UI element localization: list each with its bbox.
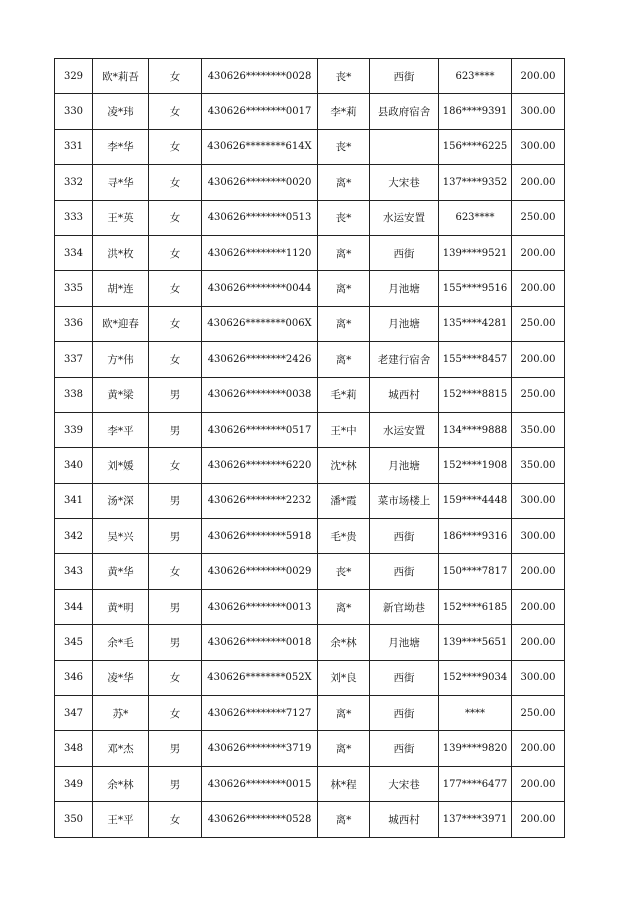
table-row <box>55 165 565 200</box>
name-cell: 寻*华 <box>93 165 149 200</box>
table-row <box>55 731 565 766</box>
phone-cell: 137****3971 <box>439 802 512 837</box>
address-cell: 西街 <box>370 696 439 731</box>
amount-cell: 200.00 <box>512 342 565 377</box>
guardian-cell: 离* <box>318 589 370 624</box>
phone-cell: 177****6477 <box>439 766 512 801</box>
table-row <box>55 589 565 624</box>
amount-cell: 200.00 <box>512 766 565 801</box>
address-cell: 水运安置 <box>370 200 439 235</box>
gender-cell: 女 <box>149 94 202 129</box>
id-number-cell: 430626********0018 <box>202 625 318 660</box>
guardian-cell: 丧* <box>318 200 370 235</box>
phone-cell: 155****9516 <box>439 271 512 306</box>
gender-cell: 男 <box>149 519 202 554</box>
gender-cell: 男 <box>149 766 202 801</box>
name-cell: 黄*华 <box>93 554 149 589</box>
guardian-cell: 丧* <box>318 129 370 164</box>
address-cell: 大宋巷 <box>370 766 439 801</box>
row-number: 345 <box>55 625 93 660</box>
phone-cell: 186****9316 <box>439 519 512 554</box>
name-cell: 苏* <box>93 696 149 731</box>
name-cell: 凌*华 <box>93 660 149 695</box>
row-number: 333 <box>55 200 93 235</box>
table-body <box>55 59 565 838</box>
row-number: 343 <box>55 554 93 589</box>
amount-cell: 300.00 <box>512 94 565 129</box>
row-number: 346 <box>55 660 93 695</box>
gender-cell: 女 <box>149 696 202 731</box>
table-row <box>55 766 565 801</box>
address-cell: 西街 <box>370 660 439 695</box>
address-cell: 大宋巷 <box>370 165 439 200</box>
name-cell: 欧*迎春 <box>93 306 149 341</box>
phone-cell: 137****9352 <box>439 165 512 200</box>
table-row <box>55 342 565 377</box>
name-cell: 胡*连 <box>93 271 149 306</box>
name-cell: 洪*枚 <box>93 235 149 270</box>
gender-cell: 男 <box>149 625 202 660</box>
id-number-cell: 430626********2232 <box>202 483 318 518</box>
name-cell: 吴*兴 <box>93 519 149 554</box>
amount-cell: 250.00 <box>512 200 565 235</box>
gender-cell: 女 <box>149 165 202 200</box>
name-cell: 黄*梁 <box>93 377 149 412</box>
address-cell: 西街 <box>370 519 439 554</box>
phone-cell: 139****9820 <box>439 731 512 766</box>
amount-cell: 200.00 <box>512 235 565 270</box>
phone-cell: 135****4281 <box>439 306 512 341</box>
address-cell: 西街 <box>370 731 439 766</box>
table-row <box>55 235 565 270</box>
row-number: 337 <box>55 342 93 377</box>
phone-cell: 139****5651 <box>439 625 512 660</box>
row-number: 331 <box>55 129 93 164</box>
address-cell: 菜市场楼上 <box>370 483 439 518</box>
gender-cell: 女 <box>149 306 202 341</box>
row-number: 349 <box>55 766 93 801</box>
row-number: 340 <box>55 448 93 483</box>
address-cell: 月池塘 <box>370 306 439 341</box>
table-row <box>55 519 565 554</box>
name-cell: 邓*杰 <box>93 731 149 766</box>
phone-cell: 152****6185 <box>439 589 512 624</box>
address-cell: 水运安置 <box>370 412 439 447</box>
guardian-cell: 李*莉 <box>318 94 370 129</box>
amount-cell: 200.00 <box>512 802 565 837</box>
address-cell <box>370 129 439 164</box>
phone-cell: 152****8815 <box>439 377 512 412</box>
row-number: 334 <box>55 235 93 270</box>
table-row <box>55 129 565 164</box>
id-number-cell: 430626********0528 <box>202 802 318 837</box>
amount-cell: 300.00 <box>512 483 565 518</box>
amount-cell: 300.00 <box>512 660 565 695</box>
table-row <box>55 696 565 731</box>
name-cell: 余*林 <box>93 766 149 801</box>
name-cell: 王*英 <box>93 200 149 235</box>
address-cell: 月池塘 <box>370 625 439 660</box>
id-number-cell: 430626********0015 <box>202 766 318 801</box>
id-number-cell: 430626********0013 <box>202 589 318 624</box>
id-number-cell: 430626********0513 <box>202 200 318 235</box>
phone-cell: **** <box>439 696 512 731</box>
id-number-cell: 430626********3719 <box>202 731 318 766</box>
guardian-cell: 离* <box>318 802 370 837</box>
address-cell: 西街 <box>370 235 439 270</box>
name-cell: 黄*明 <box>93 589 149 624</box>
guardian-cell: 丧* <box>318 59 370 94</box>
guardian-cell: 余*林 <box>318 625 370 660</box>
id-number-cell: 430626********052X <box>202 660 318 695</box>
address-cell: 新官坳巷 <box>370 589 439 624</box>
row-number: 339 <box>55 412 93 447</box>
gender-cell: 男 <box>149 483 202 518</box>
name-cell: 李*平 <box>93 412 149 447</box>
address-cell: 城西村 <box>370 377 439 412</box>
amount-cell: 350.00 <box>512 448 565 483</box>
row-number: 336 <box>55 306 93 341</box>
table-row <box>55 377 565 412</box>
row-number: 335 <box>55 271 93 306</box>
amount-cell: 200.00 <box>512 271 565 306</box>
gender-cell: 女 <box>149 660 202 695</box>
gender-cell: 女 <box>149 235 202 270</box>
gender-cell: 女 <box>149 802 202 837</box>
amount-cell: 200.00 <box>512 625 565 660</box>
table-row <box>55 483 565 518</box>
row-number: 330 <box>55 94 93 129</box>
gender-cell: 男 <box>149 412 202 447</box>
name-cell: 凌*玮 <box>93 94 149 129</box>
amount-cell: 250.00 <box>512 696 565 731</box>
phone-cell: 156****6225 <box>439 129 512 164</box>
row-number: 329 <box>55 59 93 94</box>
row-number: 344 <box>55 589 93 624</box>
amount-cell: 200.00 <box>512 554 565 589</box>
table-row <box>55 412 565 447</box>
name-cell: 汤*深 <box>93 483 149 518</box>
guardian-cell: 毛*贵 <box>318 519 370 554</box>
phone-cell: 159****4448 <box>439 483 512 518</box>
phone-cell: 152****9034 <box>439 660 512 695</box>
address-cell: 月池塘 <box>370 448 439 483</box>
table-row <box>55 448 565 483</box>
guardian-cell: 离* <box>318 696 370 731</box>
amount-cell: 200.00 <box>512 589 565 624</box>
row-number: 342 <box>55 519 93 554</box>
records-table <box>54 58 565 838</box>
gender-cell: 女 <box>149 200 202 235</box>
row-number: 350 <box>55 802 93 837</box>
guardian-cell: 离* <box>318 271 370 306</box>
gender-cell: 男 <box>149 589 202 624</box>
row-number: 338 <box>55 377 93 412</box>
id-number-cell: 430626********5918 <box>202 519 318 554</box>
guardian-cell: 离* <box>318 731 370 766</box>
guardian-cell: 离* <box>318 235 370 270</box>
guardian-cell: 离* <box>318 306 370 341</box>
id-number-cell: 430626********7127 <box>202 696 318 731</box>
table-row <box>55 802 565 837</box>
guardian-cell: 毛*莉 <box>318 377 370 412</box>
amount-cell: 350.00 <box>512 412 565 447</box>
amount-cell: 250.00 <box>512 377 565 412</box>
phone-cell: 139****9521 <box>439 235 512 270</box>
guardian-cell: 王*中 <box>318 412 370 447</box>
guardian-cell: 潘*霞 <box>318 483 370 518</box>
table-row <box>55 306 565 341</box>
address-cell: 老建行宿舍 <box>370 342 439 377</box>
gender-cell: 女 <box>149 129 202 164</box>
table-row <box>55 554 565 589</box>
row-number: 347 <box>55 696 93 731</box>
phone-cell: 134****9888 <box>439 412 512 447</box>
id-number-cell: 430626********006X <box>202 306 318 341</box>
phone-cell: 186****9391 <box>439 94 512 129</box>
gender-cell: 女 <box>149 448 202 483</box>
id-number-cell: 430626********0020 <box>202 165 318 200</box>
id-number-cell: 430626********0517 <box>202 412 318 447</box>
amount-cell: 300.00 <box>512 129 565 164</box>
phone-cell: 152****1908 <box>439 448 512 483</box>
gender-cell: 女 <box>149 342 202 377</box>
address-cell: 西街 <box>370 59 439 94</box>
id-number-cell: 430626********0029 <box>202 554 318 589</box>
gender-cell: 男 <box>149 731 202 766</box>
guardian-cell: 离* <box>318 165 370 200</box>
id-number-cell: 430626********0017 <box>202 94 318 129</box>
phone-cell: 623**** <box>439 59 512 94</box>
name-cell: 王*平 <box>93 802 149 837</box>
guardian-cell: 丧* <box>318 554 370 589</box>
address-cell: 西街 <box>370 554 439 589</box>
gender-cell: 女 <box>149 271 202 306</box>
amount-cell: 200.00 <box>512 165 565 200</box>
guardian-cell: 林*程 <box>318 766 370 801</box>
id-number-cell: 430626********614X <box>202 129 318 164</box>
row-number: 341 <box>55 483 93 518</box>
guardian-cell: 刘*良 <box>318 660 370 695</box>
row-number: 332 <box>55 165 93 200</box>
guardian-cell: 离* <box>318 342 370 377</box>
phone-cell: 155****8457 <box>439 342 512 377</box>
table-row <box>55 200 565 235</box>
row-number: 348 <box>55 731 93 766</box>
name-cell: 余*毛 <box>93 625 149 660</box>
amount-cell: 200.00 <box>512 59 565 94</box>
amount-cell: 200.00 <box>512 731 565 766</box>
address-cell: 月池塘 <box>370 271 439 306</box>
amount-cell: 250.00 <box>512 306 565 341</box>
phone-cell: 623**** <box>439 200 512 235</box>
id-number-cell: 430626********6220 <box>202 448 318 483</box>
address-cell: 城西村 <box>370 802 439 837</box>
name-cell: 李*华 <box>93 129 149 164</box>
table-row <box>55 660 565 695</box>
gender-cell: 女 <box>149 554 202 589</box>
table-row <box>55 59 565 94</box>
id-number-cell: 430626********0038 <box>202 377 318 412</box>
name-cell: 刘*媛 <box>93 448 149 483</box>
address-cell: 县政府宿舍 <box>370 94 439 129</box>
table-row <box>55 271 565 306</box>
gender-cell: 男 <box>149 377 202 412</box>
id-number-cell: 430626********2426 <box>202 342 318 377</box>
name-cell: 方*伟 <box>93 342 149 377</box>
id-number-cell: 430626********0028 <box>202 59 318 94</box>
table-row <box>55 625 565 660</box>
id-number-cell: 430626********1120 <box>202 235 318 270</box>
phone-cell: 150****7817 <box>439 554 512 589</box>
gender-cell: 女 <box>149 59 202 94</box>
id-number-cell: 430626********0044 <box>202 271 318 306</box>
name-cell: 欧*莉吾 <box>93 59 149 94</box>
guardian-cell: 沈*林 <box>318 448 370 483</box>
table-row <box>55 94 565 129</box>
amount-cell: 300.00 <box>512 519 565 554</box>
